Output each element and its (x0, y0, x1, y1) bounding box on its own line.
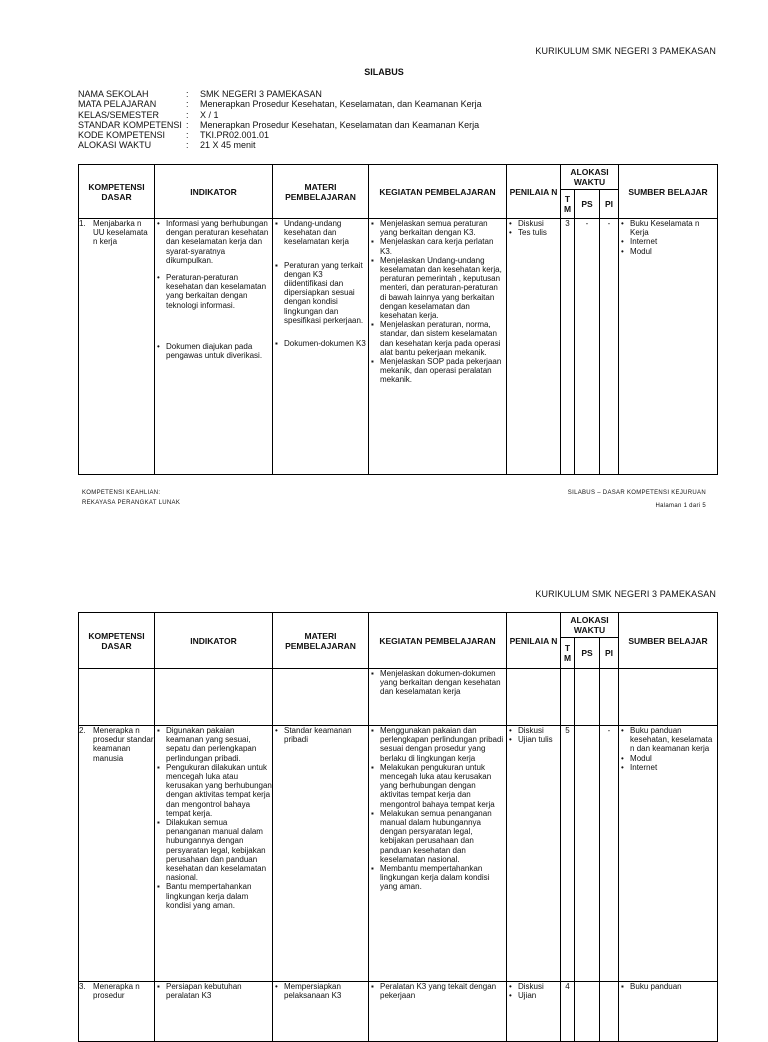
list-item: • Buku panduan kesehatan, keselamata n dan keamanan kerja (619, 726, 717, 754)
info-value: SMK NEGERI 3 PAMEKASAN (200, 89, 322, 99)
header-indikator: INDIKATOR (155, 613, 273, 669)
info-row: NAMA SEKOLAH : SMK NEGERI 3 PAMEKASAN (78, 89, 322, 99)
list-item: • Internet (619, 237, 717, 246)
pi-cell: - (600, 726, 619, 982)
info-value: Menerapkan Prosedur Kesehatan, Keselamatan, dan Keamanan Kerja (200, 99, 482, 110)
list-item: ▪ Peraturan yang terkait dengan K3 diidentifikasi dan dipersiapkan sesuai dengan kondisi lingkungan dan spesifikasi perkerjaan. (273, 261, 368, 325)
list-item: • Ujian tulis (507, 735, 560, 744)
list-item: ▪ Menjelaskan semua peraturan yang berkaitan dengan K3. (369, 219, 506, 237)
footer-silabus-label: SILABUS – DASAR KOMPETENSI KEJURUAN (567, 490, 706, 496)
info-value: TKI.PR02.001.01 (200, 130, 270, 141)
list-item: • Informasi yang berhubungan dengan peraturan kesehatan dan keselamatan kerja dan syarat-syaratnya dikumpulkan. (155, 219, 272, 265)
header-materi: MATERI PEMBELAJARAN (273, 165, 369, 219)
info-key: MATA PELAJARAN (78, 99, 157, 110)
penilaian-cell (507, 219, 561, 475)
kompetensi-dasar-cell (79, 982, 155, 1042)
ps-cell (575, 726, 600, 982)
school-header: KURIKULUM SMK NEGERI 3 PAMEKASAN (535, 46, 716, 56)
info-row: KODE KOMPETENSI : TKI.PR02.001.01 (78, 130, 270, 141)
footer-left (82, 488, 180, 508)
materi-cell (273, 726, 369, 982)
header-pi: PI (600, 190, 619, 219)
list-item: ▪ Membantu mempertahankan lingkungan kerja dalam kondisi yang aman. (369, 864, 506, 892)
list-item: ▪ Pengukuran dilakukan untuk mencegah luka atau kerusakan yang berhubungan dengan aktivitas tempat kerja dan mengontrol bahaya tempat kerja. (155, 763, 272, 818)
header-indikator: INDIKATOR (155, 165, 273, 219)
header-alokasi-waktu: ALOKASI WAKTU (561, 613, 619, 638)
list-item: • Standar keamanan pribadi (273, 726, 368, 744)
kompetensi-dasar-cell (79, 219, 155, 475)
header-kegiatan: KEGIATAN PEMBELAJARAN (369, 613, 507, 669)
info-row: MATA PELAJARAN : Menerapkan Prosedur Kesehatan, Keselamatan, dan Keamanan Kerja (78, 99, 482, 110)
header-kegiatan: KEGIATAN PEMBELAJARAN (369, 165, 507, 219)
school-header: KURIKULUM SMK NEGERI 3 PAMEKASAN (535, 589, 716, 599)
list-item: ▪ Menggunakan pakaian dan perlengkapan perlindungan pribadi sesuai dengan prosedur yang berlaku di lingkungan kerja (369, 726, 506, 763)
materi-cell (273, 219, 369, 475)
list-item: • Internet (619, 763, 717, 772)
list-item: ▪ Dokumen-dokumen K3 (273, 339, 368, 348)
list-item: • Diskusi (507, 726, 560, 735)
info-key: KODE KOMPETENSI (78, 130, 166, 141)
kegiatan-cell (369, 669, 507, 726)
sumber-cell (619, 982, 718, 1042)
indikator-cell (155, 219, 273, 475)
table-row (79, 219, 718, 475)
list-item: • Tes tulis (507, 228, 560, 237)
list-item: ▪ Melakukan semua penanganan manual dalam hubungannya dengan persyaratan legal, kebijakan perusahaan dan panduan kesehatan dan keselamatan nasional. (369, 809, 506, 864)
info-row: STANDAR KOMPETENSI : Menerapkan Prosedur Kesehatan, Keselamatan dan Keamanan Kerja (78, 119, 480, 130)
pi-cell: - (600, 219, 619, 475)
header-ps: PS (575, 190, 600, 219)
ps-cell (575, 982, 600, 1042)
tm-cell: 3 (561, 219, 575, 475)
list-item: ▪ Bantu mempertahankan lingkungan kerja dalam kondisi yang aman. (155, 882, 272, 910)
list-item: ▪ Menjelaskan cara kerja perlatan K3. (369, 237, 506, 255)
penilaian-cell (507, 726, 561, 982)
list-item: ▪ Menjelaskan peraturan, norma, standar, dan sistem keselamatan dan kesehatan kerja pada operasi alat bantu pekerjaan mekanik. (369, 320, 506, 357)
ps-cell: - (575, 219, 600, 475)
kegiatan-cell (369, 982, 507, 1042)
list-item: ▪ Menjelaskan SOP pada pekerjaan mekanik, dan operasi peralatan mekanik. (369, 357, 506, 385)
list-item: ▪ Menjelaskan Undang-undang keselamatan dan kesehatan kerja, peraturan pemerintah , keputusan menteri, dan peraturan-peraturan di bawah lainnya yang berkaitan dengan keselamatan dan kesehatan kerja. (369, 256, 506, 320)
page-1 (0, 0, 768, 520)
footer-kompetensi-value: REKAYASA PERANGKAT LUNAK (82, 500, 181, 506)
info-value: X / 1 (200, 109, 219, 120)
list-item: ▪ Peralatan K3 yang tekait dengan pekerjaan (369, 982, 506, 1000)
kd-text: Menerapka n prosedur standar keamanan manusia (93, 726, 154, 763)
kd-text: Menerapka n prosedur (93, 982, 140, 1001)
tm-cell: 4 (561, 982, 575, 1042)
silabus-table (78, 164, 718, 475)
info-key: KELAS/SEMESTER (78, 109, 160, 120)
pi-cell (600, 982, 619, 1042)
info-value: 21 X 45 menit (200, 140, 256, 151)
header-tm: T M (561, 190, 575, 219)
footer-right (568, 488, 706, 511)
silabus-table (78, 612, 718, 1042)
list-item: • Dokumen diajukan pada pengawas untuk diverikasi. (155, 342, 272, 360)
list-item: ▪ Digunakan pakaian keamanan yang sesuai, sepatu dan perlengkapan perlindungan pribadi. (155, 726, 272, 763)
list-item: ▪ Menjelaskan dokumen-dokumen yang berkaitan dengan kesehatan dan keselamatan kerja (369, 669, 506, 697)
list-item: • Peraturan-peraturan kesehatan dan keselamatan yang berkaitan dengan teknologi informasi. (155, 273, 272, 310)
header-ps: PS (575, 638, 600, 669)
list-item: • Diskusi (507, 219, 560, 228)
kd-number: 2. (79, 726, 86, 735)
tm-cell: 5 (561, 726, 575, 982)
list-item: • Ujian (507, 991, 560, 1000)
header-sumber-belajar: SUMBER BELAJAR (619, 165, 718, 219)
kd-number: 1. (79, 219, 86, 228)
table-row (79, 669, 718, 726)
page-number: Halaman 1 dari 5 (655, 503, 706, 509)
indikator-cell (155, 726, 273, 982)
table-row (79, 726, 718, 982)
kd-number: 3. (79, 982, 86, 991)
header-tm: T M (561, 638, 575, 669)
page-2 (0, 580, 768, 1024)
list-item: • Diskusi (507, 982, 560, 991)
list-item: ▪ Buku panduan (619, 982, 717, 991)
list-item: • Modul (619, 247, 717, 256)
info-key: STANDAR KOMPETENSI (78, 119, 182, 130)
header-kompetensi-dasar: KOMPETENSI DASAR (79, 165, 155, 219)
header-penilaian: PENILAIA N (507, 613, 561, 669)
list-item: ▪ Melakukan pengukuran untuk mencegah luka atau kerusakan yang berhubungan dengan aktivitas tempat kerja dan mengontrol bahaya tempat kerja (369, 763, 506, 809)
header-kompetensi-dasar: KOMPETENSI DASAR (79, 613, 155, 669)
list-item: • Buku Keselamata n Kerja (619, 219, 717, 237)
kegiatan-cell (369, 726, 507, 982)
materi-cell (273, 982, 369, 1042)
list-item: ▪ Undang-undang kesehatan dan keselamatan kerja (273, 219, 368, 247)
kd-text: Menjabarka n UU keselamata n kerja (93, 219, 148, 247)
sumber-cell (619, 726, 718, 982)
footer-kompetensi-label: KOMPETENSI KEAHLIAN: (82, 490, 161, 496)
info-row: KELAS/SEMESTER : X / 1 (78, 109, 219, 120)
indikator-cell (155, 982, 273, 1042)
header-alokasi-waktu: ALOKASI WAKTU (561, 165, 619, 190)
kegiatan-cell (369, 219, 507, 475)
list-item: • Modul (619, 754, 717, 763)
header-pi: PI (600, 638, 619, 669)
sumber-cell (619, 219, 718, 475)
document-title: SILABUS (364, 67, 404, 77)
info-key: ALOKASI WAKTU (78, 140, 152, 151)
header-materi: MATERI PEMBELAJARAN (273, 613, 369, 669)
header-sumber-belajar: SUMBER BELAJAR (619, 613, 718, 669)
info-row: ALOKASI WAKTU : 21 X 45 menit (78, 140, 256, 151)
info-value: Menerapkan Prosedur Kesehatan, Keselamatan dan Keamanan Kerja (200, 119, 480, 130)
kompetensi-dasar-cell (79, 726, 155, 982)
table-row (79, 982, 718, 1042)
list-item: • Mempersiapkan pelaksanaan K3 (273, 982, 368, 1000)
penilaian-cell (507, 982, 561, 1042)
info-block (78, 89, 482, 151)
list-item: ▪ Dilakukan semua penanganan manual dalam hubungannya dengan persyaratan legal, kebijakan perusahaan dan panduan kesehatan dan keselamatan nasional. (155, 818, 272, 882)
info-key: NAMA SEKOLAH (78, 89, 149, 99)
list-item: ▪ Persiapan kebutuhan peralatan K3 (155, 982, 272, 1000)
header-penilaian: PENILAIA N (507, 165, 561, 219)
